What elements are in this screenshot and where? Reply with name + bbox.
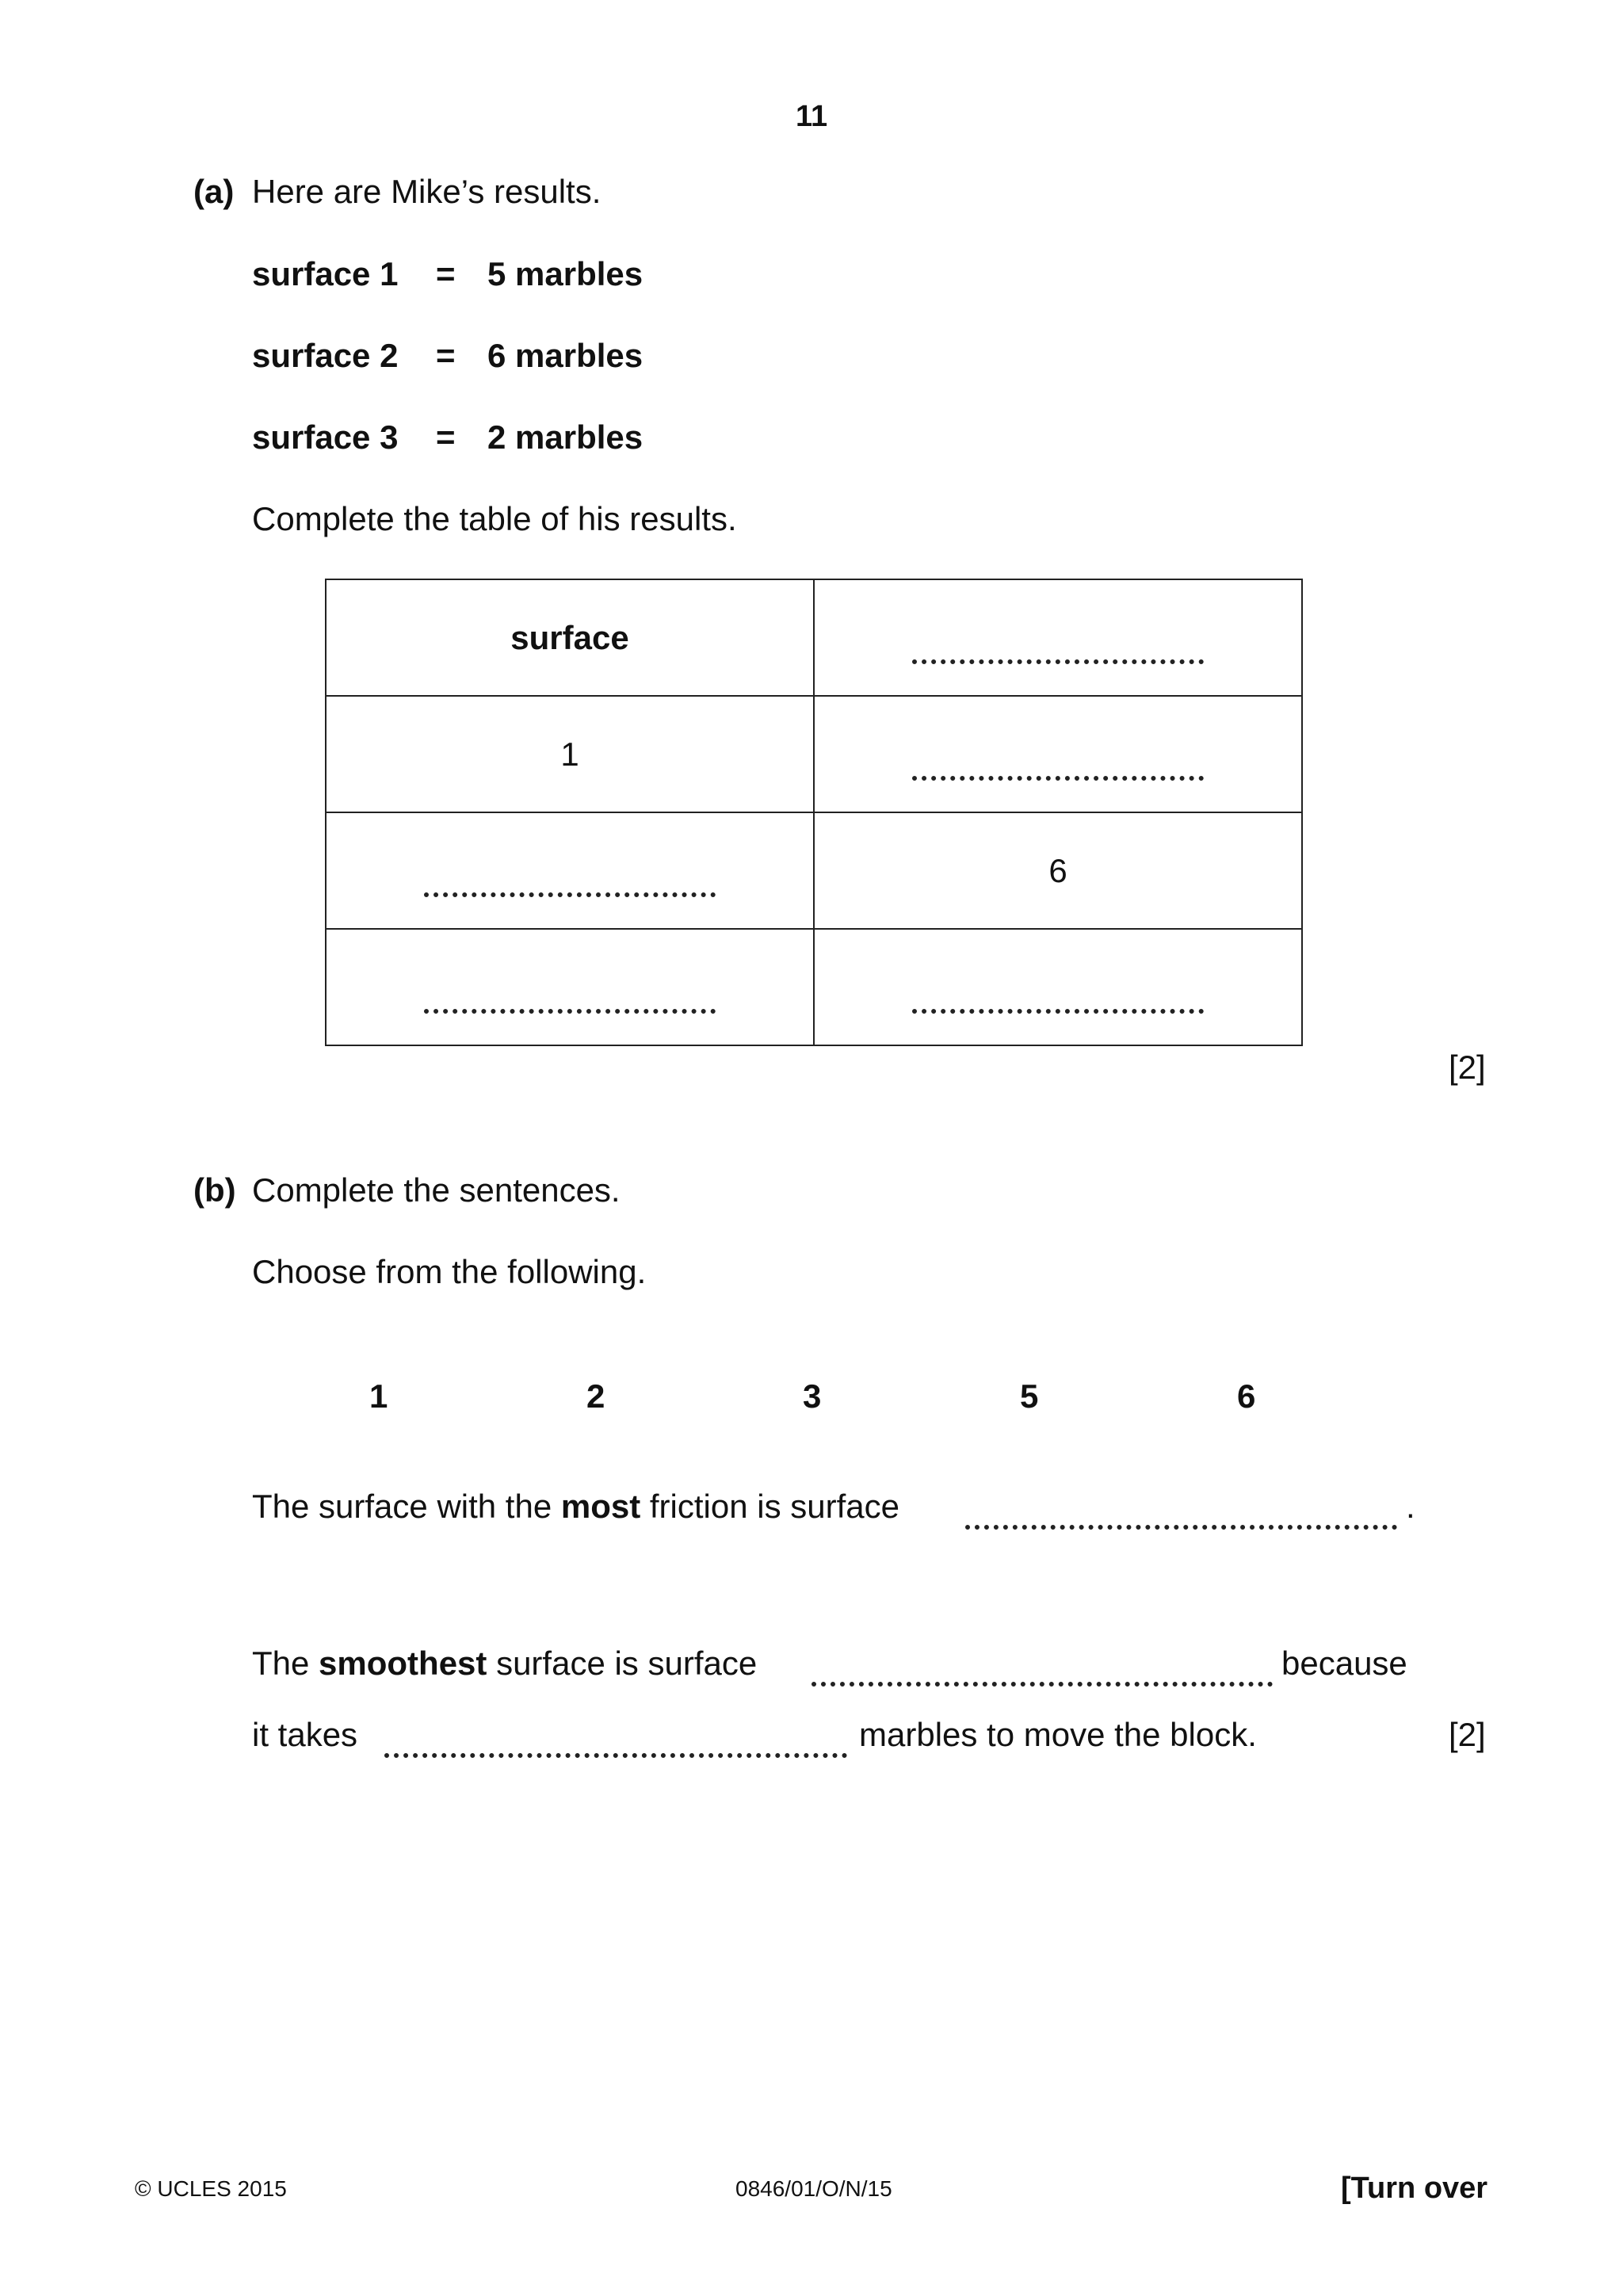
table-row [326,812,1302,929]
answer-line-marbles[interactable] [384,1753,847,1758]
answer-dots[interactable] [912,1009,1204,1014]
choice-1: 1 [369,1377,388,1415]
table-row [326,696,1302,812]
result-eq-1: = [436,255,456,292]
footer-copyright: © UCLES 2015 [135,2176,287,2201]
result-value-1: 5 marbles [487,255,643,292]
table-cell [326,696,814,812]
table-header-surface [326,579,814,696]
result-value-2: 6 marbles [487,337,643,374]
header-surface-label: surface [510,618,629,656]
footer-code: 0846/01/O/N/15 [735,2176,892,2201]
part-b-label: (b) [193,1171,236,1209]
sentence-because: because [1281,1645,1407,1682]
sentence-text: The surface with the [252,1488,561,1525]
table-row [326,579,1302,696]
result-surface-2: surface 2 [252,337,399,374]
choice-2: 2 [586,1377,605,1415]
cell-value: 1 [560,735,579,773]
table-cell-blank[interactable] [814,929,1302,1045]
part-a-marks: [2] [1449,1049,1486,1086]
results-table [325,579,1303,1046]
cell-value: 6 [1048,851,1067,889]
sentence-most-friction [252,1490,899,1523]
result-value-3: 2 marbles [487,418,643,456]
part-a-instruction: Complete the table of his results. [252,500,737,537]
sentence-it-takes: it takes [252,1716,358,1753]
part-b-choose: Choose from the following. [252,1253,647,1290]
sentence-marbles: marbles to move the block. [859,1716,1257,1753]
answer-dots[interactable] [912,659,1204,664]
sentence-text: friction is surface [640,1488,899,1525]
table-cell-blank[interactable] [326,929,814,1045]
table-cell [814,812,1302,929]
table-cell-blank[interactable] [814,579,1302,696]
sentence-end-period: . [1406,1488,1415,1525]
answer-dots[interactable] [424,1009,716,1014]
sentence-text: surface is surface [487,1645,758,1682]
footer-turn-over: [Turn over [1341,2172,1488,2205]
sentence-text: The [252,1645,319,1682]
answer-line-smoothest[interactable] [812,1682,1273,1687]
table-cell-blank[interactable] [814,696,1302,812]
page-number: 11 [796,100,828,133]
sentence-bold: most [560,1488,641,1525]
table-cell-blank[interactable] [326,812,814,929]
answer-dots[interactable] [912,776,1204,781]
result-eq-2: = [436,337,456,374]
sentence-bold: smoothest [319,1645,487,1682]
part-b-marks: [2] [1449,1716,1486,1753]
table-row [326,929,1302,1045]
part-a-label: (a) [193,173,235,210]
choice-3: 3 [803,1377,822,1415]
answer-dots[interactable] [424,892,716,897]
part-a-intro: Here are Mike’s results. [252,173,601,210]
result-surface-3: surface 3 [252,418,399,456]
result-surface-1: surface 1 [252,255,399,292]
sentence-smoothest [252,1647,757,1680]
part-b-instruction: Complete the sentences. [252,1171,621,1209]
choice-6: 6 [1237,1377,1256,1415]
choice-5: 5 [1020,1377,1039,1415]
result-eq-3: = [436,418,456,456]
answer-line-most-friction[interactable] [965,1525,1397,1530]
